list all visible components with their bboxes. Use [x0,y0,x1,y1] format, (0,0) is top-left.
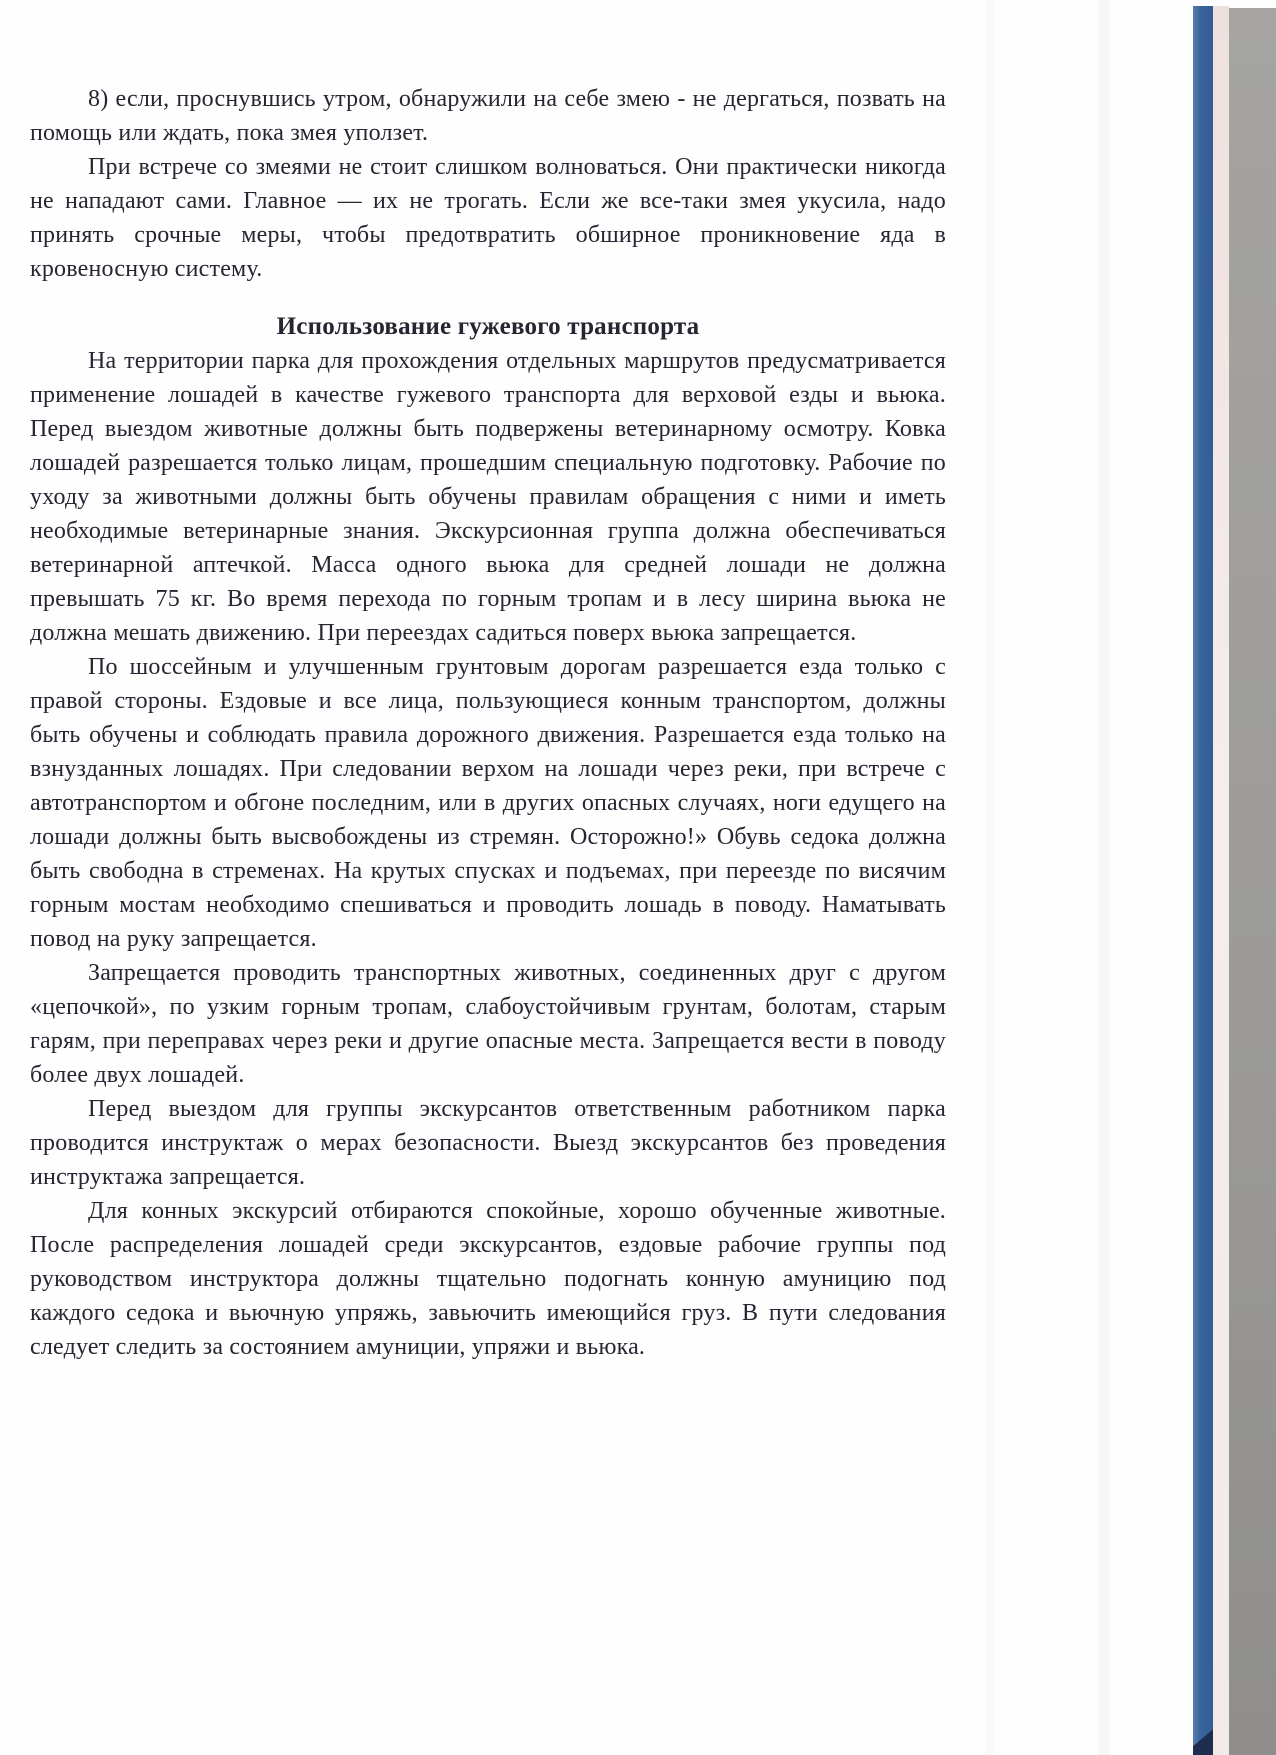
scan-artifact-streak [1098,0,1110,1755]
book-cover-edge [1193,6,1213,1755]
paragraph-snake-encounter: При встрече со змеями не стоит слишком волноваться. Они практически никогда не нападают сами. Главное — их не трогать. Если же все-таки змея укусила, надо принять срочные меры, чтобы предотвратить обширное проникновение яда в кровеносную систему. [30,154,946,282]
paragraph-safety-briefing: Перед выездом для группы экскурсантов ответственным работником парка проводится инструктаж о мерах безопасности. Выезд экскурсантов без проведения инструктажа запрещается. [30,1096,946,1190]
paragraph-excursion-horse-selection: Для конных экскурсий отбираются спокойные, хорошо обученные животные. После распределения лошадей среди экскурсантов, ездовые рабочие группы под руководством инструктора должны тщательно подогнать конную амуницию под каждого седока и вьючную упряжь, завьючить имеющийся груз. В пути следования следует следить за состоянием амуниции, упряжи и вьюка. [30,1198,946,1360]
text-column [30,82,946,1364]
page-stack-edge [1213,6,1229,1755]
paragraph-snake-wakeup: 8) если, проснувшись утром, обнаружили на себе змею - не дергаться, позвать на помощь или ждать, пока змея уползет. [30,86,946,146]
heading-horse-transport: Использование гужевого транспорта [276,313,700,340]
paragraph-park-horse-rules: На территории парка для прохождения отдельных маршрутов предусматривается применение лошадей в качестве гужевого транспорта для верховой езды и вьюка. Перед выездом животные должны быть подвержены ветеринарному осмотру. Ковка лошадей разрешается только лицам, прошедшим специальную подготовку. Рабочие по уходу за животными должны быть обучены правилам обращения с ними и иметь необходимые ветеринарные знания. Экскурсионная группа должна обеспечиваться ветеринарной аптечкой. Масса одного вьюка для средней лошади не должна превышать 75 кг. Во время перехода по горным тропам и в лесу ширина вьюка не должна мешать движению. При переездах садиться поверх вьюка запрещается. [30,348,946,646]
paragraph-road-riding-rules: По шоссейным и улучшенным грунтовым дорогам разрешается езда только с правой стороны. Ездовые и все лица, пользующиеся конным транспортом, должны быть обучены и соблюдать правила дорожного движения. Разрешается езда только на взнузданных лошадях. При следовании верхом на лошади через реки, при встрече с автотранспортом и обгоне последним, или в других опасных случаях, ноги едущего на лошади должны быть высвобождены из стремян. Осторожно!» Обувь седока должна быть свободна в стременах. На крутых спусках и подъемах, при переезде по висячим горным мостам необходимо спешиваться и проводить лошадь в поводу. Наматывать повод на руку запрещается. [30,654,946,952]
scan-artifact-streak [986,0,994,1755]
scanner-bed-background [1229,8,1276,1755]
paragraph-chain-leading-prohibition: Запрещается проводить транспортных животных, соединенных друг с другом «цепочкой», по узким горным тропам, слабоустойчивым грунтам, болотам, старым гарям, при переправах через реки и другие опасные места. Запрещается вести в поводу более двух лошадей. [30,960,946,1088]
